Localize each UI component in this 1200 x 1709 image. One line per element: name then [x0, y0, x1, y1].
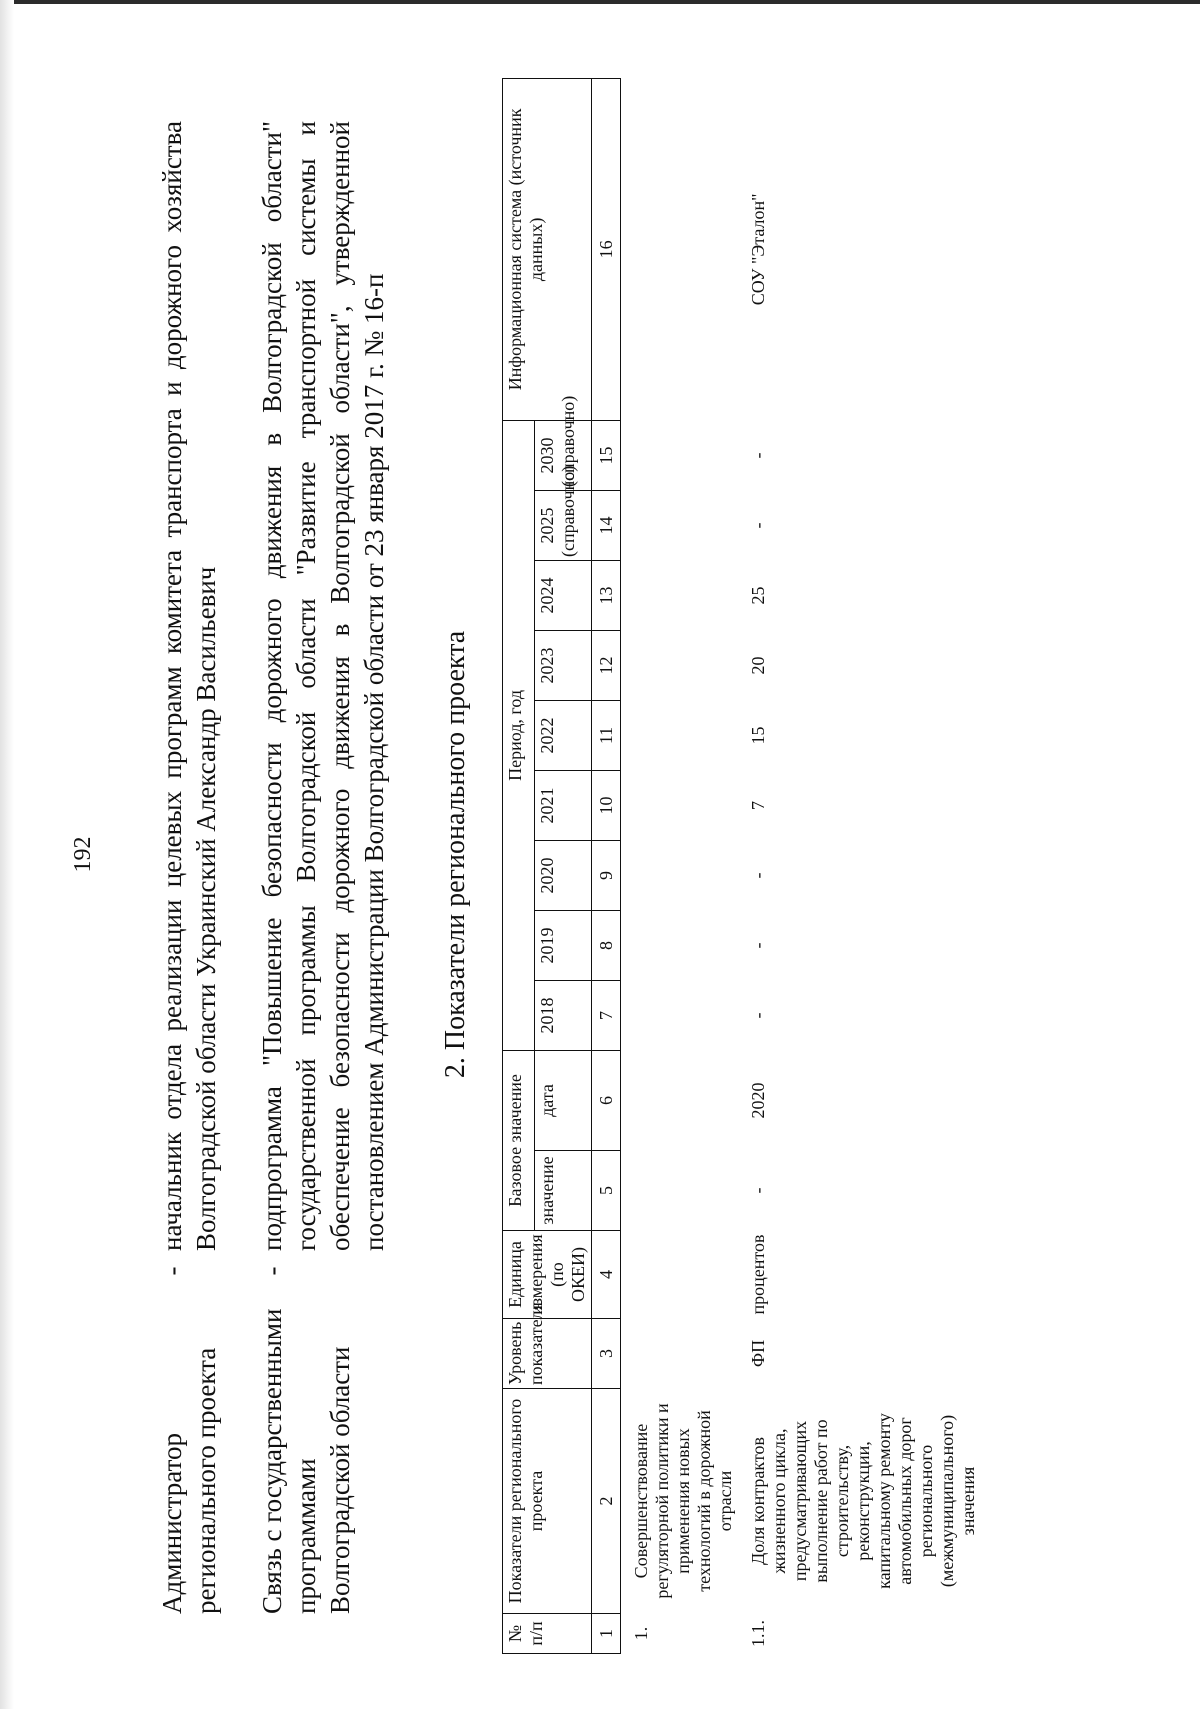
indicators-table: [502, 78, 981, 1654]
section-num: 1.: [621, 1614, 739, 1654]
col-number: 9: [592, 840, 621, 910]
row-year-value: 15: [748, 726, 768, 745]
section-text: Совершенствование регуляторной политики и применения новых технологий в дорожной отрасли: [621, 1389, 739, 1614]
row-year-value: 7: [748, 800, 768, 810]
link-dash: -: [257, 1266, 287, 1276]
admin-dash: -: [157, 1266, 187, 1276]
th-year: 2022: [534, 700, 591, 770]
th-year: 2023: [534, 630, 591, 700]
column-number-row: [592, 78, 621, 1653]
col-number: 2: [592, 1389, 621, 1614]
col-number: 1: [592, 1614, 621, 1654]
th-year: 2025 (справочно): [534, 490, 591, 560]
row-level: ФП: [748, 1339, 768, 1368]
col-number: 7: [592, 980, 621, 1050]
row-indicator: Доля контрактов жизненного цикла, предусматривающих выполнение работ по строительству, реконструкции, капитальному ремонту автомобильных дорог регионального (межмуниципального) значения: [748, 1413, 978, 1589]
row-base-value: -: [748, 1187, 768, 1194]
col-number: 15: [592, 420, 621, 490]
admin-value: начальник отдела реализации целевых программ комитета транспорта и дорожного хозяйства Волгоградской области Украинский Александр Васильевич: [157, 121, 221, 1251]
admin-label: Администратор регионального проекта: [157, 1347, 221, 1614]
th-base-date: дата: [534, 1050, 591, 1150]
header-row-1: [503, 78, 535, 1653]
col-number: 13: [592, 560, 621, 630]
th-indicator: Показатели регионального проекта: [503, 1389, 592, 1614]
th-year: 2019: [534, 910, 591, 980]
table-row: [738, 78, 981, 1653]
th-base-value: значение: [534, 1151, 591, 1231]
col-number: 16: [592, 78, 621, 420]
th-period: Период, год: [503, 420, 535, 1050]
col-number: 11: [592, 700, 621, 770]
section-title: 2. Показатели регионального проекта: [440, 630, 471, 1079]
col-number: 14: [592, 490, 621, 560]
th-year: 2030 (справочно): [534, 420, 591, 490]
col-number: 6: [592, 1050, 621, 1150]
row-year-value: -: [748, 452, 768, 459]
row-source: СОУ "Эталон": [748, 193, 768, 306]
col-number: 8: [592, 910, 621, 980]
th-source: Информационная система (источник данных): [503, 78, 592, 420]
th-year: 2021: [534, 770, 591, 840]
th-base: Базовое значение: [503, 1050, 535, 1230]
th-level: Уровень показателя: [503, 1319, 592, 1389]
row-year-value: -: [748, 522, 768, 529]
col-number: 12: [592, 630, 621, 700]
col-number: 5: [592, 1151, 621, 1231]
col-number: 10: [592, 770, 621, 840]
th-num: № п/п: [503, 1614, 592, 1654]
table-section-row: [621, 78, 739, 1653]
col-number: 3: [592, 1319, 621, 1389]
row-num: 1.1.: [748, 1620, 768, 1647]
link-label: Связь с государственными программами Волгоградской области: [257, 1308, 355, 1614]
row-year-value: -: [748, 1012, 768, 1019]
link-value: подпрограмма "Повышение безопасности дорожного движения в Волгоградской области" государственной программы Волгоградской области "Развитие транспортной системы и обеспечение безопасности дорожного движения в Волгоградской области", утвержденной постановлением Администрации Волгоградской области от 23 января 2017 г. № 16-п: [257, 121, 389, 1251]
row-base-date: 2020: [748, 1082, 768, 1119]
th-year: 2018: [534, 980, 591, 1050]
page-number: 192: [70, 836, 96, 873]
th-year: 2020: [534, 840, 591, 910]
col-number: 4: [592, 1231, 621, 1319]
row-unit: процентов: [748, 1234, 768, 1315]
th-year: 2024: [534, 560, 591, 630]
row-year-value: 25: [748, 586, 768, 605]
row-year-value: -: [748, 942, 768, 949]
row-year-value: -: [748, 872, 768, 879]
row-year-value: 20: [748, 656, 768, 675]
th-unit: Единица измерения (по ОКЕИ): [503, 1231, 592, 1319]
